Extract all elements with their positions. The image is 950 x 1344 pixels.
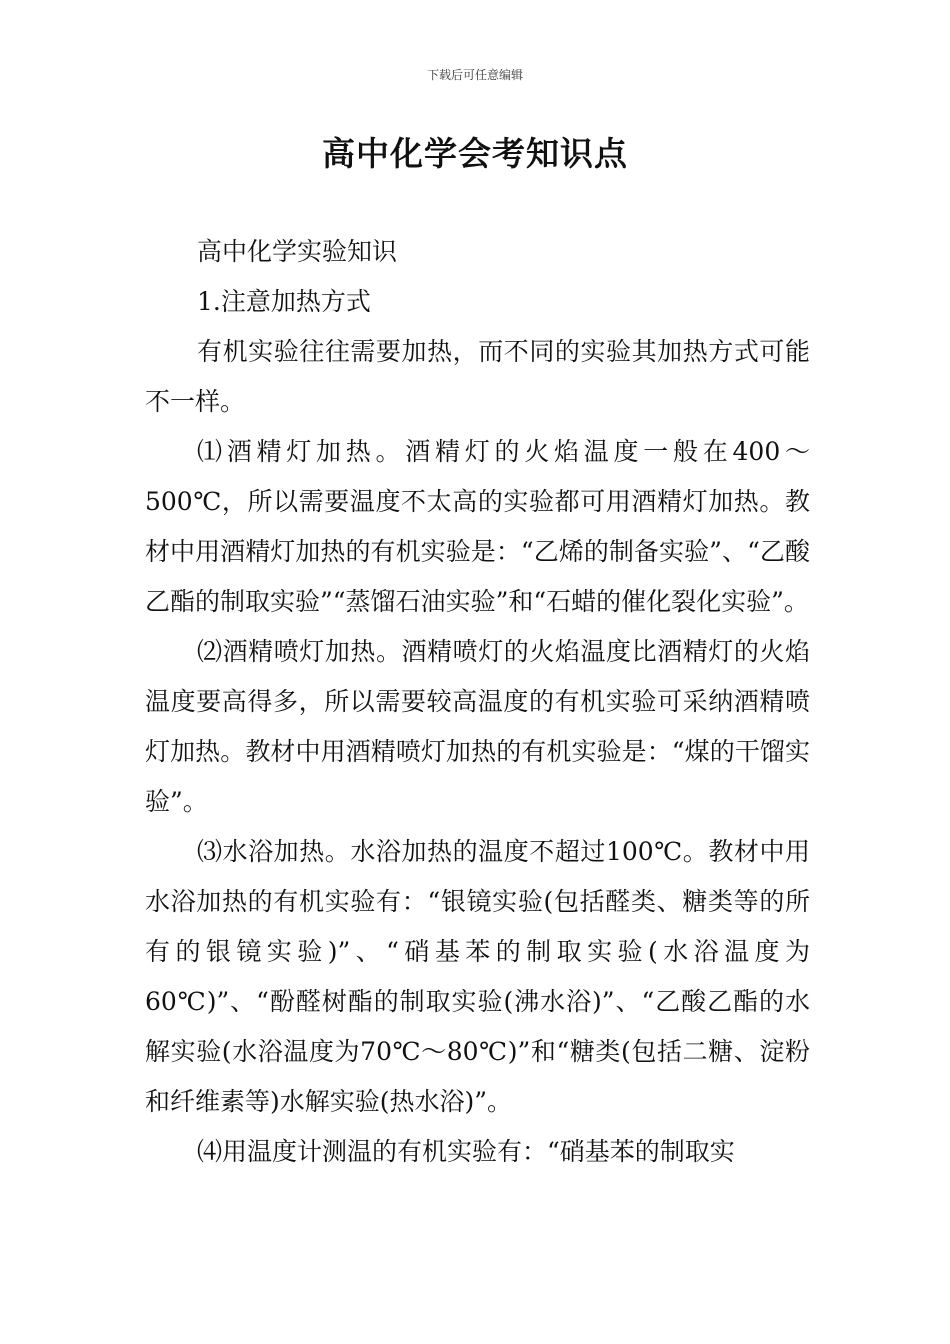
subsection-heading: 1.注意加热方式 xyxy=(197,287,371,316)
paragraph-water-bath: ⑶水浴加热。水浴加热的温度不超过100℃。教材中用水浴加热的有机实验有：“银镜实验(包括醛类、糖类等的所有的银镜实验)”、“硝基苯的制取实验(水浴温度为60℃)”、“酚醛树酯的制取实验(沸水浴)”、“乙酸乙酯的水解实验(水浴温度为70℃～80℃)”和“糖类(包括二糖、淀粉和纤维素等)水解实验(热水浴)”。 xyxy=(145,837,810,1116)
paragraph-intro: 有机实验往往需要加热，而不同的实验其加热方式可能不一样。 xyxy=(145,337,810,416)
document-title: 高中化学会考知识点 xyxy=(322,134,628,173)
paragraph-blowtorch: ⑵酒精喷灯加热。酒精喷灯的火焰温度比酒精灯的火焰温度要高得多，所以需要较高温度的有机实验可采纳酒精喷灯加热。教材中用酒精喷灯加热的有机实验是：“煤的干馏实验”。 xyxy=(145,637,810,816)
document-body xyxy=(145,227,810,1177)
header-note: 下载后可任意编辑 xyxy=(426,68,523,82)
paragraph-alcohol-lamp: ⑴酒精灯加热。酒精灯的火焰温度一般在400～500℃，所以需要温度不太高的实验都可用酒精灯加热。教材中用酒精灯加热的有机实验是：“乙烯的制备实验”、“乙酸乙酯的制取实验”“蒸馏石油实验”和“石蜡的催化裂化实验”。 xyxy=(145,437,810,616)
paragraph-thermometer: ⑷用温度计测温的有机实验有：“硝基苯的制取实 xyxy=(197,1137,735,1166)
section-heading: 高中化学实验知识 xyxy=(197,237,398,266)
